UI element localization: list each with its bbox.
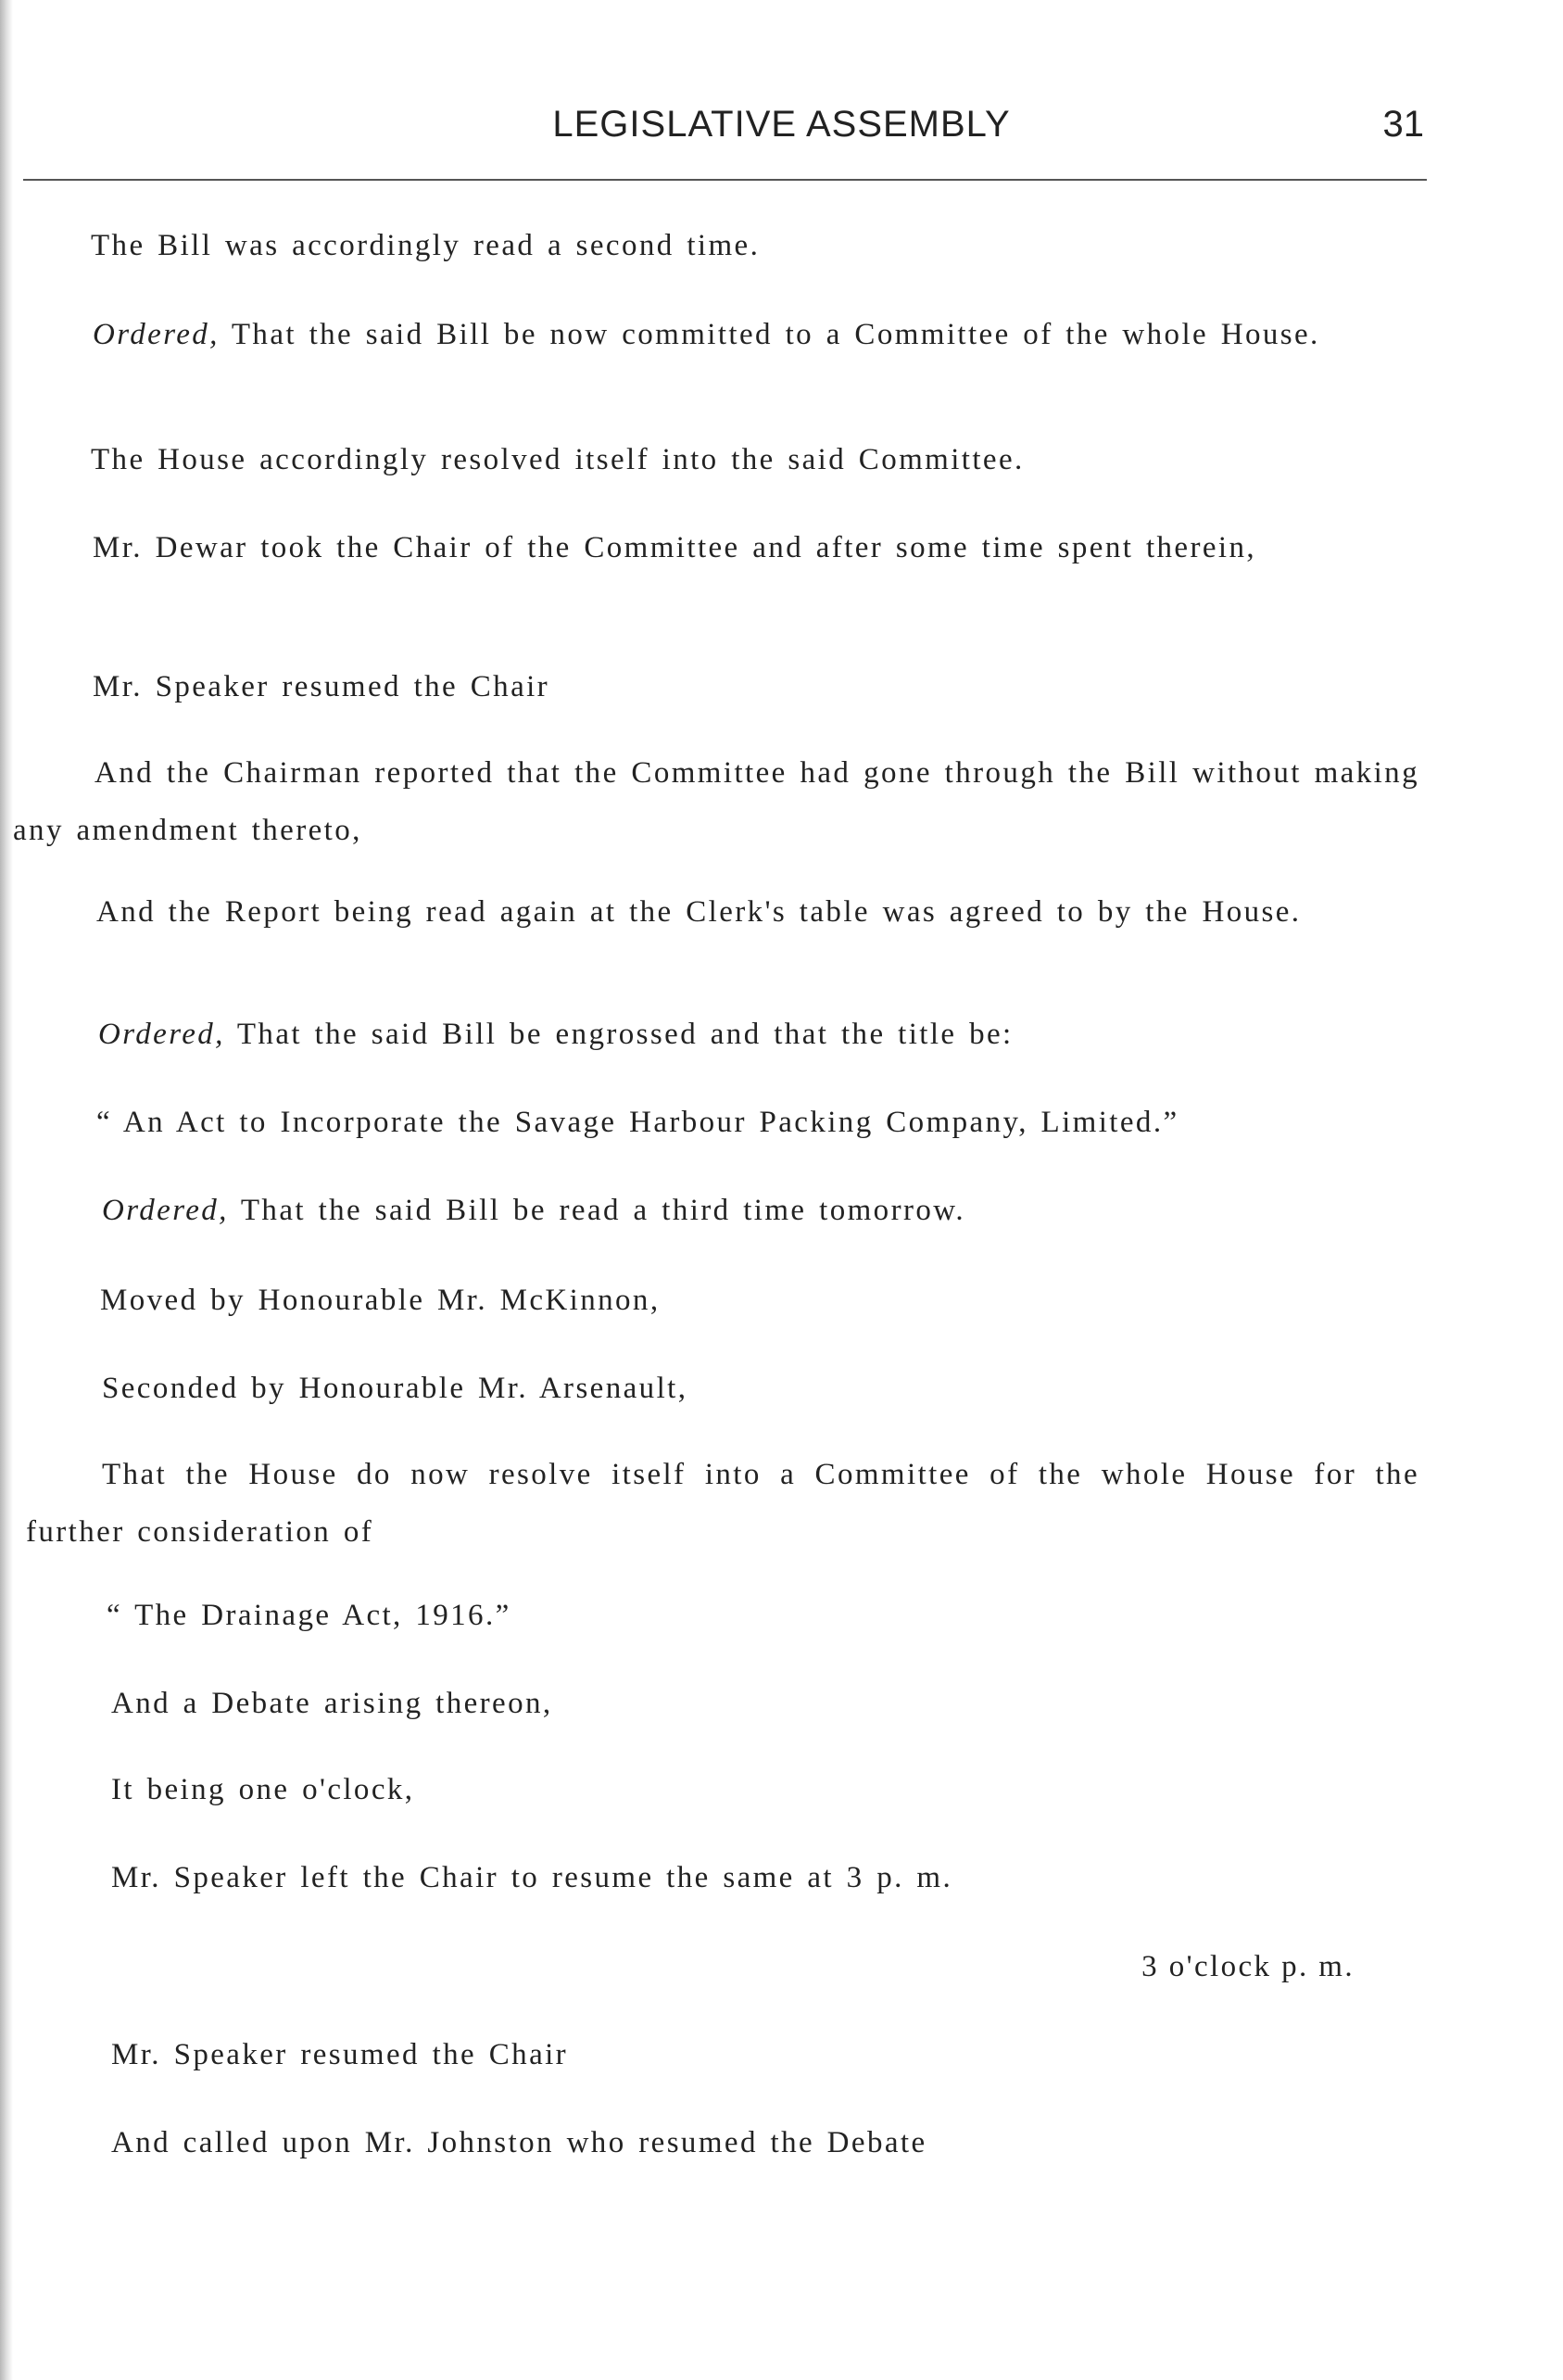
page-number: 31 <box>1382 104 1424 145</box>
paragraph-ordered-engrossed <box>98 1006 1014 1063</box>
paragraph-text: That the said Bill be read a third time tomorrow. <box>228 1194 965 1227</box>
paragraph-text: That the said Bill be now committed to a Committee of the whole House. <box>219 318 1320 351</box>
paragraph-text: That the said Bill be engrossed and that the title be: <box>224 1018 1014 1051</box>
paragraph-act-title: “ An Act to Incorporate the Savage Harbour Packing Company, Limited.” <box>96 1106 1179 1139</box>
paragraph-chairman-reported: And the Chairman reported that the Committee had gone through the Bill without making any amendment thereto, <box>13 756 1419 847</box>
ordered-label: Ordered, <box>93 318 220 351</box>
paragraph-speaker-left: Mr. Speaker left the Chair to resume the same at 3 p. m. <box>111 1861 953 1894</box>
paragraph-dewar-chair: Mr. Dewar took the Chair of the Committee and after some time spent therein, <box>93 531 1257 564</box>
paragraph-report-agreed: And the Report being read again at the Clerk's table was agreed to by the House. <box>96 895 1302 929</box>
header-rule <box>23 179 1427 181</box>
page-binding-edge <box>0 0 13 2380</box>
paragraph-debate-arising: And a Debate arising thereon, <box>111 1687 553 1720</box>
paragraph-speaker-resumed-afternoon: Mr. Speaker resumed the Chair <box>111 2038 569 2071</box>
paragraph-resolved-committee: The House accordingly resolved itself into the said Committee. <box>91 443 1025 476</box>
running-head-title: LEGISLATIVE ASSEMBLY <box>552 104 1011 145</box>
paragraph-ordered-third-reading <box>102 1182 965 1239</box>
paragraph-one-oclock: It being one o'clock, <box>111 1773 415 1806</box>
paragraph-drainage-act: “ The Drainage Act, 1916.” <box>107 1599 511 1632</box>
paragraph-ordered-committed <box>19 306 1419 363</box>
paragraph-moved-by: Moved by Honourable Mr. McKinnon, <box>100 1284 661 1317</box>
page-header <box>0 104 1563 159</box>
paragraph-seconded-by: Seconded by Honourable Mr. Arsenault, <box>102 1372 688 1405</box>
ordered-label: Ordered, <box>98 1018 225 1051</box>
time-heading: 3 o'clock p. m. <box>1141 1950 1355 1983</box>
paragraph-motion-committee: That the House do now resolve itself into a Committee of the whole House for the further consideration of <box>26 1458 1419 1549</box>
paragraph-johnston-debate: And called upon Mr. Johnston who resumed the Debate <box>111 2126 927 2159</box>
paragraph-speaker-resumed: Mr. Speaker resumed the Chair <box>93 670 550 703</box>
paragraph-second-reading: The Bill was accordingly read a second time. <box>91 229 761 262</box>
ordered-label: Ordered, <box>102 1194 229 1227</box>
